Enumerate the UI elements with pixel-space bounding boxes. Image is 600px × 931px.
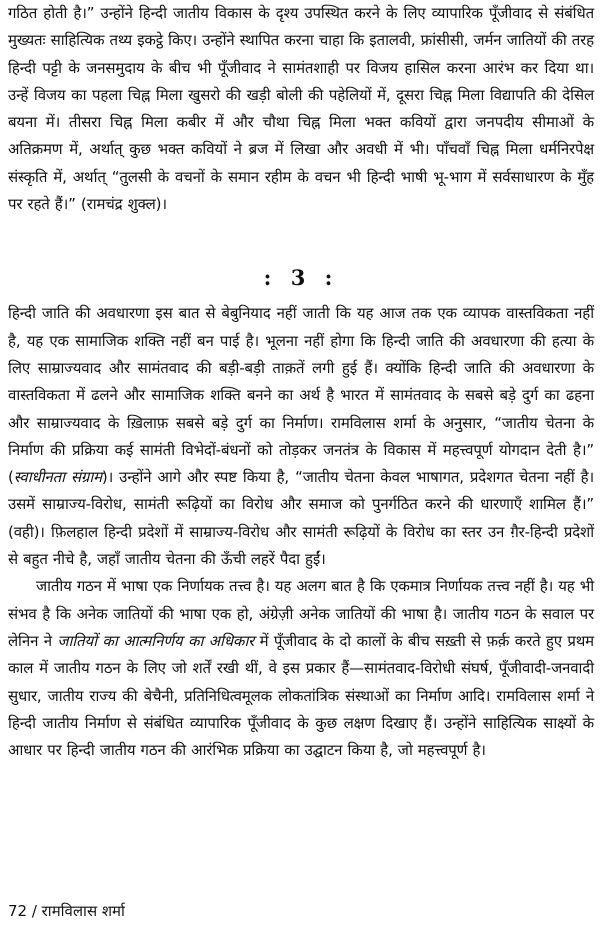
paragraph-3-text-b: में पूँजीवाद के दो कालों के बीच सख़्ती से फ़र्क़ करते हुए प्रथम काल में जातीय गठन के लिए जो शर्तें रखी थीं, वे इस प्रकार हैं—सामंतवाद-विरोधी संघर्ष, पूँजीवादी-जनवादी सुधार, जातीय राज्य की बेचैनी, प्रतिनिधित्वमूलक लोकतांत्रिक संस्थाओं का निर्माण आदि। रामविलास शर्मा ने हिन्दी जातीय निर्माण से संबंधित व्यापारिक पूँजीवाद के कुछ लक्षण दिखाए हैं। उन्होंने साहित्यिक साक्ष्यों के आधार पर हिन्दी जातीय गठन की आरंभिक प्रक्रिया का उद्घाटन किया है, जो महत्त्वपूर्ण है। — [8, 631, 594, 760]
source-title-italic: स्वाधीनता संग्राम — [13, 468, 102, 487]
paragraph-1: गठित होती है।” उन्होंने हिन्दी जातीय विकास के दृश्य उपस्थित करने के लिए व्यापारिक पूँजीवाद से संबंधित मुख्यतः साहित्यिक तथ्य इकट्ठे किए। उन्होंने स्थापित करना चाहा कि इतालवी, फ्रांसीसी, जर्मन जातियों की तरह हिन्दी पट्टी के जनसमुदाय के बीच भी पूँजीवाद ने सामंतशाही पर विजय हासिल करना आरंभ कर दिया था। उन्हें विजय का पहला चिह्न मिला खुसरो की खड़ी बोली की पहेलियों में, दूसरा चिह्न मिला विद्यापति की देसिल बयना में। तीसरा चिह्न मिला कबीर में और चौथा चिह्न मिला भक्त कवियों द्वारा जनपदीय सीमाओं के अतिक्रमण में, अर्थात् कुछ भक्त कवियों ने ब्रज में लिखा और अवधी में भी। पाँचवाँ चिह्न मिला धर्मनिरपेक्ष संस्कृति में, अर्थात् “तुलसी के वचनों के समान रहीम के वचन भी हिन्दी भाषी भू-भाग में सर्वसाधारण के मुँह पर रहते हैं।” (रामचंद्र शुक्ल)। — [8, 4, 594, 214]
paragraph-3 — [8, 573, 594, 764]
section-number-heading: : 3 : — [263, 265, 339, 291]
book-title-italic: जातियों का आत्मनिर्णय का अधिकार — [57, 631, 255, 650]
paragraph-2-text-a: हिन्दी जाति की अवधारणा इस बात से बेबुनियाद नहीं जाती कि यह आज तक एक व्यापक वास्तविकता नहीं है, यह एक सामाजिक शक्ति नहीं बन पाई है। भूलना नहीं होगा कि हिन्दी जाति की अवधारणा की हत्या के लिए साम्राज्यवाद और सामंतवाद की बड़ी-बड़ी ताक़तें लगी हुई हैं। क्योंकि हिन्दी जाति की अवधारणा के वास्तविकता में ढलने और सामाजिक शक्ति बनने का अर्थ है भारत में सामंतवाद के सबसे बड़े दुर्ग का ढहना और साम्राज्यवाद के ख़िलाफ़ सबसे बड़े दुर्ग का निर्माण। रामविलास शर्मा के अनुसार, “जातीय चेतना के निर्माण की प्रक्रिया कई सामंती विभेदों-बंधनों को तोड़कर जनतंत्र के विकास में महत्त्वपूर्ण योगदान देती है।” ( — [8, 304, 594, 487]
paragraph-2 — [8, 300, 594, 573]
paragraph-3-text-a: जातीय गठन में भाषा एक निर्णायक तत्त्व है। यह अलग बात है कि एकमात्र निर्णायक तत्त्व नहीं है। यह भी संभव है कि अनेक जातियों की भाषा एक हो, अंग्रेज़ी अनेक जातियों की भाषा है। जातीय गठन के सवाल पर लेनिन ने — [8, 577, 594, 650]
page-footer: 72 / रामविलास शर्मा — [8, 902, 125, 920]
paragraph-2-text-b: )। उन्होंने आगे और स्पष्ट किया है, “जातीय चेतना केवल भाषागत, प्रदेशगत चेतना नहीं है। उसमें साम्राज्य-विरोध, सामंती रूढ़ियों का विरोध और समाज को पुनर्गठित करने की धारणाएँ शामिल हैं।” (वही)। फ़िलहाल हिन्दी प्रदेशों में साम्राज्य-विरोध और सामंती रूढ़ियों के विरोध का स्तर उन ग़ैर-हिन्दी प्रदेशों से बहुत नीचे है, जहाँ जातीय चेतना की ऊँची लहरें पैदा हुईं। — [8, 468, 594, 569]
page-body — [8, 0, 594, 764]
